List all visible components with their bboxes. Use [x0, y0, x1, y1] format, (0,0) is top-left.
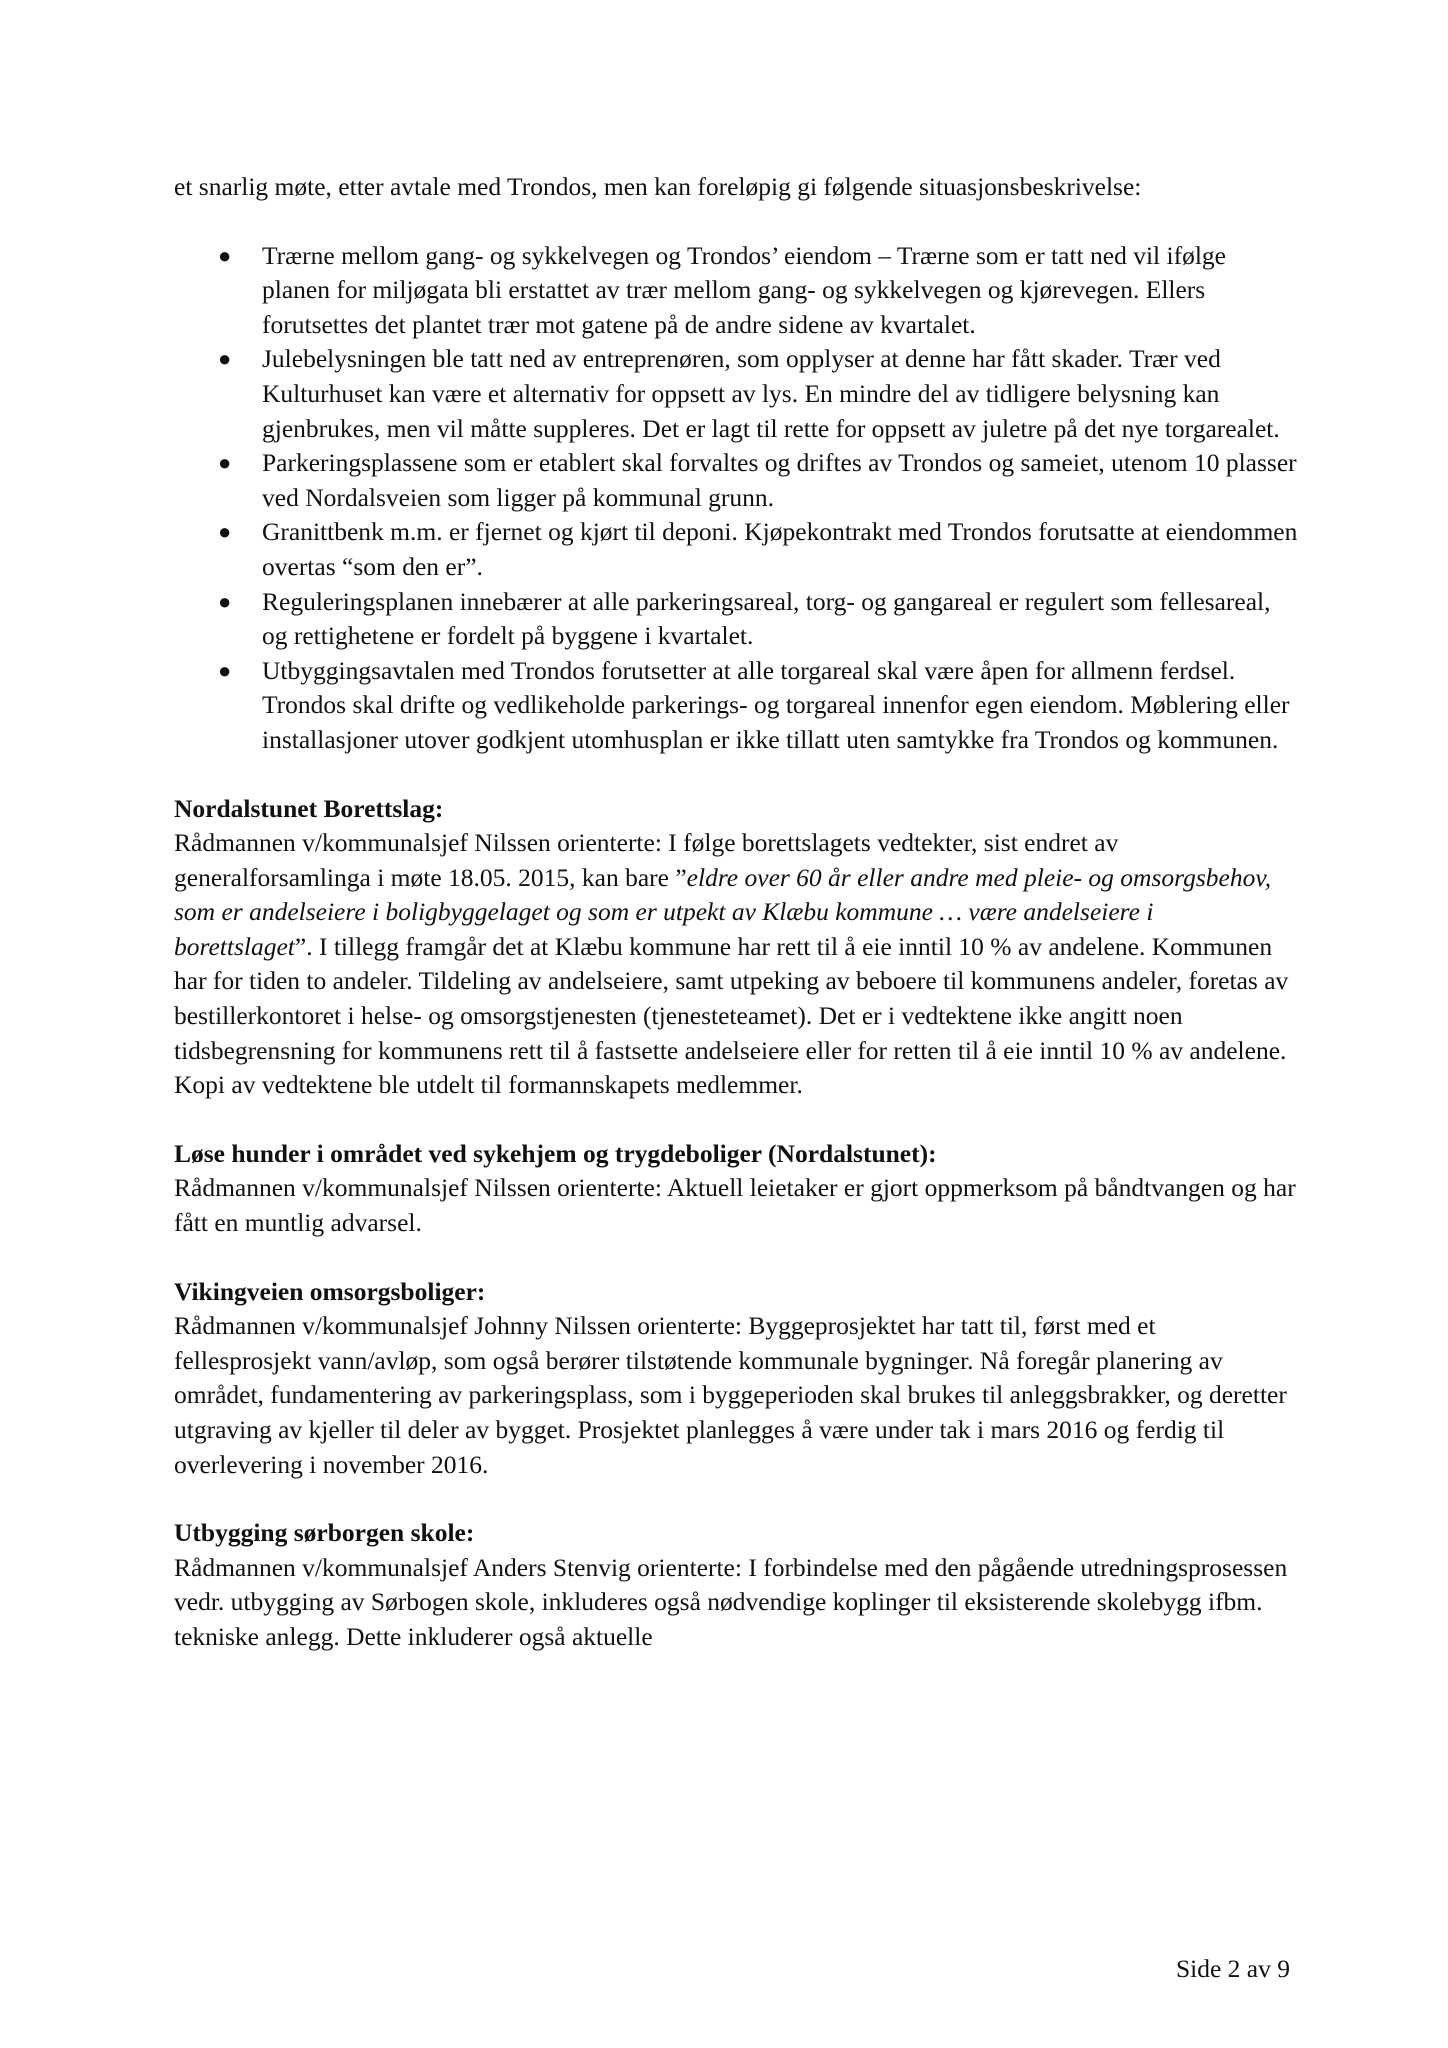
section-paragraph: Rådmannen v/kommunalsjef Nilssen orienterte: Aktuell leietaker er gjort oppmerksom på båndtvangen og har fått en muntlig advarsel. — [174, 1173, 1296, 1238]
list-item — [174, 342, 1298, 446]
list-item-text: Julebelysningen ble tatt ned av entreprenøren, som opplyser at denne har fått skader. Trær ved Kulturhuset kan være et alternativ for oppsett av lys. En mindre del av tidligere belysning kan gjenbrukes, men vil måtte suppleres. Det er lagt til rette for oppsett av juletre på det nye torgarealet. — [262, 344, 1280, 443]
list-item-text: Utbyggingsavtalen med Trondos forutsetter at alle torgareal skal være åpen for allmenn ferdsel. Trondos skal drifte og vedlikeholde parkerings- og torgareal innenfor egen eiendom. Møblering eller installasjoner utover godkjent utomhusplan er ikke tillatt uten samtykke fra Trondos og kommunen. — [262, 655, 1290, 754]
list-item — [174, 585, 1298, 654]
list-item-text: Trærne mellom gang- og sykkelvegen og Trondos’ eiendom – Trærne som er tatt ned vil ifølge planen for miljøgata bli erstattet av trær mellom gang- og sykkelvegen og kjørevegen. Ellers forutsettes det plantet trær mot gatene på de andre sidene av kvartalet. — [262, 240, 1226, 339]
list-item — [174, 446, 1298, 515]
paragraph-text: ”. I tillegg framgår det at Klæbu kommune har rett til å eie inntil 10 % av andelene. Kommunen har for tiden to andeler. Tildeling av andelseiere, samt utpeking av beboere til kommunens andeler, foretas av bestillerkontoret i helse- og omsorgstjenesten (tjenesteteamet). Det er i vedtektene ikke angitt noen tidsbegrensning for kommunens rett til å fastsette andelseiere eller for retten til å eie inntil 10 % av andelene. Kopi av vedtektene ble utdelt til formannskapets medlemmer. — [174, 931, 1289, 1100]
section-paragraph — [174, 826, 1298, 1103]
intro-paragraph: et snarlig møte, etter avtale med Trondos, men kan foreløpig gi følgende situasjonsbeskrivelse: — [174, 172, 1142, 201]
section-hunder — [174, 1137, 1298, 1241]
section-heading: Nordalstunet Borettslag: — [174, 793, 444, 823]
section-heading: Utbygging sørborgen skole: — [174, 1518, 475, 1548]
section-paragraph: Rådmannen v/kommunalsjef Anders Stenvig orienterte: I forbindelse med den pågående utredningsprosessen vedr. utbygging av Sørbogen skole, inkluderes også nødvendige koplinger til eksisterende skolebygg ifbm. tekniske anlegg. Dette inkluderer også aktuelle — [174, 1552, 1288, 1651]
section-nordalstunet — [174, 792, 1298, 1103]
section-paragraph: Rådmannen v/kommunalsjef Johnny Nilssen orienterte: Byggeprosjektet har tatt til, først med et fellesprosjekt vann/avløp, som også berører tilstøtende kommunale bygninger. Nå foregår planering av området, fundamentering av parkeringsplass, som i byggeperioden skal brukes til anleggsbrakker, og deretter utgraving av kjeller til deler av bygget. Prosjektet planlegges å være under tak i mars 2016 og ferdig til overlevering i november 2016. — [174, 1311, 1287, 1479]
list-item-text: Reguleringsplanen innebærer at alle parkeringsareal, torg- og gangareal er regulert som fellesareal, og rettighetene er fordelt på byggene i kvartalet. — [262, 586, 1271, 651]
list-item — [174, 654, 1298, 758]
section-heading: Løse hunder i området ved sykehjem og trygdeboliger (Nordalstunet): — [174, 1138, 937, 1168]
bullet-icon: ● — [218, 519, 232, 545]
bullet-icon: ● — [218, 450, 232, 476]
section-vikingveien — [174, 1275, 1298, 1483]
list-item — [174, 239, 1298, 343]
list-item-text: Parkeringsplassene som er etablert skal forvaltes og driftes av Trondos og sameiet, utenom 10 plasser ved Nordalsveien som ligger på kommunal grunn. — [262, 448, 1297, 512]
paragraph-text: Rådmannen v/kommunalsjef Nilssen orienterte: I følge borettslagets vedtekter, sist endret av generalforsamlinga i møte 18.05. 2015, kan bare ” — [174, 828, 1119, 892]
document-page — [174, 170, 1298, 1689]
bullet-icon: ● — [218, 346, 232, 372]
list-item-text: Granittbenk m.m. er fjernet og kjørt til deponi. Kjøpekontrakt med Trondos forutsatte at eiendommen overtas “som den er”. — [262, 517, 1298, 581]
list-item — [174, 515, 1298, 584]
bullet-list — [174, 239, 1298, 758]
page-number: Side 2 av 9 — [1175, 1954, 1290, 1983]
bullet-icon: ● — [218, 588, 232, 614]
section-skole — [174, 1516, 1298, 1654]
bullet-icon: ● — [218, 242, 232, 268]
bullet-icon: ● — [218, 657, 232, 683]
section-heading: Vikingveien omsorgsboliger: — [174, 1276, 486, 1306]
quoted-statute: eldre over 60 år eller andre med pleie- og omsorgsbehov, som er andelseiere i boligbyggelaget og som er utpekt av Klæbu kommune … være andelseiere i borettslaget — [174, 862, 1272, 961]
